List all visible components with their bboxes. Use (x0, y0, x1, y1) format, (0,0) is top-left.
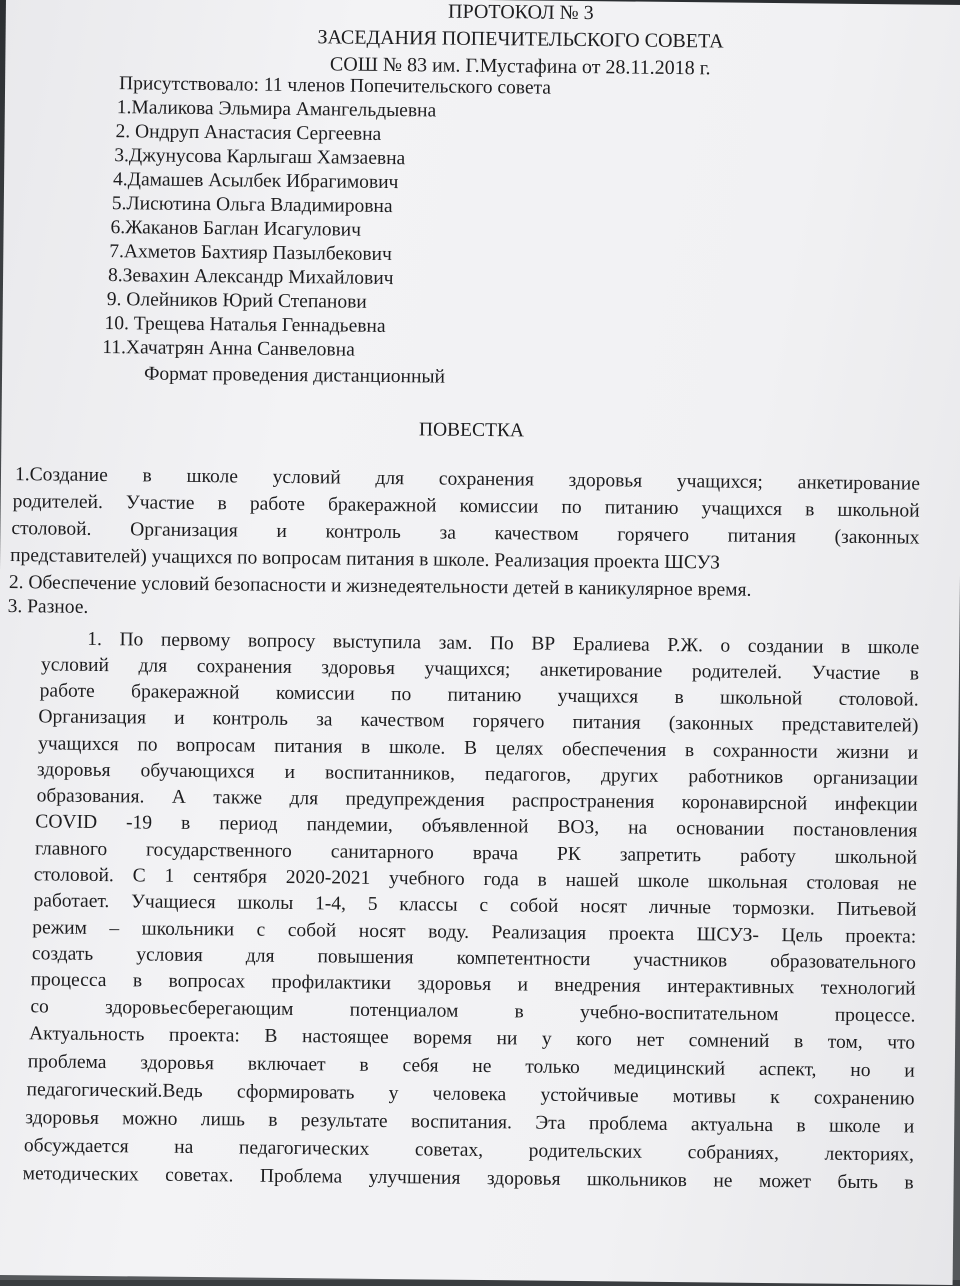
attendance-line: Присутствовало: 11 членов Попечительского совета (118, 73, 552, 99)
body-line: работает. Учащиеся школы 1-4, 5 классы с собой носят личные тормозки. Питьевой (33, 890, 917, 921)
agenda-line: представителей) учащихся по вопросам питания в школе. Реализация проекта ШСУЗ (10, 545, 721, 574)
school-and-date: СОШ № 83 им. Г.Мустафина от 28.11.2018 г. (329, 53, 711, 80)
body-line: главного государственного санитарного врача РК запретить работу школьной (34, 838, 918, 869)
member-item: 8.Зевахин Александр Михайлович (107, 265, 394, 290)
body-line: процесса в вопросах профилактики здоровья и внедрения интерактивных технологий (30, 969, 916, 1000)
body-line: проблема здоровья включает в себя не только медицинский аспект, но и (27, 1051, 915, 1082)
member-item: 5.Лисютина Ольга Владимировна (111, 193, 393, 218)
agenda-line: столовой. Организация и контроль за качеством горячего питания (законных (11, 518, 920, 549)
body-line: методических советах. Проблема улучшения здоровья школьников не может быть в (22, 1163, 914, 1194)
member-item: 6.Жаканов Баглан Исагулович (110, 217, 362, 241)
body-line: образования. А также для предупреждения распространения коронавирсной инфекции (36, 785, 918, 816)
member-item: 4.Дамашев Асылбек Ибрагимович (112, 169, 399, 194)
body-line: Организация и контроль за качеством горячего питания (законных представителей) (38, 706, 919, 737)
body-line: учащихся по вопросам питания в школе. В целях обеспечения в сохранности жизни и (38, 733, 919, 764)
meeting-title: ЗАСЕДАНИЯ ПОПЕЧИТЕЛЬСКОГО СОВЕТА (317, 26, 724, 53)
agenda-heading: ПОВЕСТКА (418, 419, 525, 442)
body-line: столовой. С 1 сентября 2020-2021 учебного года в нашей школе школьная столовая не (33, 864, 917, 895)
member-item: 11.Хачатрян Анна Санвеловна (102, 337, 355, 361)
agenda-line: родителей. Участие в работе бракеражной комиссии по питанию учащихся в школьной (12, 491, 920, 522)
body-line: условий для сохранения здоровья учащихся; анкетирование родителей. Участие в (40, 654, 920, 685)
body-line: обсуждается на педагогических советах, родительских собраниях, лекториях, (23, 1135, 915, 1166)
protocol-title: ПРОТОКОЛ № 3 (447, 0, 594, 25)
body-line: COVID -19 в период пандемии, объявленной ВОЗ, на основании постановления (35, 811, 918, 842)
agenda-line: 2. Обеспечение условий безопасности и жизнедеятельности детей в каникулярное время. (8, 572, 752, 601)
member-item: 3.Джунусова Карлыгаш Хамзаевна (114, 145, 406, 170)
body-line: педагогический.Ведь сформировать у человека устойчивые мотивы к сохранению (26, 1079, 915, 1110)
member-item: 9. Олейников Юрий Степанови (106, 289, 367, 313)
body-line: режим – школьники с собой носят воду. Реализация проекта ШСУЗ- Цель проекта: (32, 917, 917, 948)
member-item: 7.Ахметов Бахтияр Пазылбекович (109, 241, 392, 266)
body-line: со здоровьесберегающим потенциалом в учебно-воспитательном процессе. (30, 996, 916, 1027)
body-line: Актуальность проекта: В настоящее воремя ни у кого нет сомнений в том, что (29, 1023, 916, 1054)
agenda-line: 1.Создание в школе условий для сохранения здоровья учащихся; анкетирование (14, 464, 921, 495)
member-item: 1.Маликова Эльмира Амангельдыевна (116, 97, 437, 122)
meeting-format: Формат проведения дистанционный (143, 363, 446, 388)
body-line: здоровья можно лишь в результате воспитания. Эта проблема актуальна в школе и (25, 1107, 915, 1138)
body-line: создать условия для повышения компетентности участников образовательного (31, 943, 917, 974)
body-line: 1. По первому вопросу выступила зам. По ВР Ералиева Р.Ж. о создании в школе (87, 628, 920, 659)
body-line: здоровья обучающихся и воспитанников, педагогов, других работников организации (36, 759, 918, 790)
body-line: работе бракеражной комиссии по питанию учащихся в школьной столовой. (39, 680, 919, 711)
member-item: 2. Ондруп Анастасия Сергеевна (115, 121, 382, 145)
member-item: 10. Трещева Наталья Геннадьевна (104, 313, 386, 337)
agenda-line: 3. Разное. (7, 596, 89, 618)
